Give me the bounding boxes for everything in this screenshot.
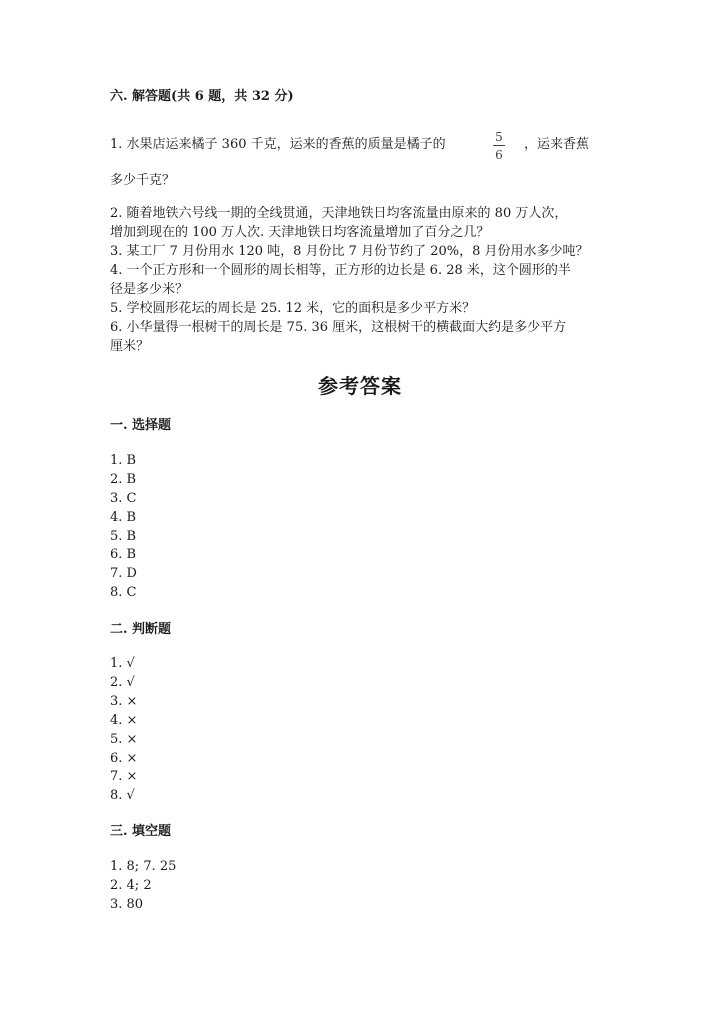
answer-key-title: 参考答案 [318,374,402,398]
question-1-text: 1. 水果店运来橘子 360 千克，运来的香蕉的质量是橘子的 [110,137,446,152]
answer-item: 1. 8; 7. 25 [110,859,177,874]
answer-item: 5. B [110,529,137,544]
question-2-line-1: 2. 随着地铁六号线一期的全线贯通，天津地铁日均客流量由原来的 80 万人次， [110,206,568,221]
answer-item: 2. B [110,472,137,487]
question-4-line-2: 径是多少米？ [110,282,189,297]
question-2-line-2: 增加到现在的 100 万人次. 天津地铁日均客流量增加了百分之几？ [110,225,490,240]
answer-item: 8. √ [110,788,135,803]
answer-item: 1. √ [110,656,135,671]
answer-item: 3. C [110,491,137,506]
answer-item: 8. C [110,585,137,600]
answer-item: 6. B [110,547,137,562]
question-1-continuation: 多少千克？ [110,173,176,188]
answer-item: 4. B [110,510,137,525]
answer-item: 5. × [110,732,138,747]
answer-item: 2. 4; 2 [110,878,152,893]
answer-item: 4. × [110,713,138,728]
answer-item: 3. 80 [110,897,144,912]
answer-item: 3. × [110,694,138,709]
answer-section-3-heading: 三. 填空题 [110,824,172,839]
answer-item: 2. √ [110,675,135,690]
answer-item: 7. D [110,566,137,581]
fraction-bar [493,145,505,146]
question-4-line-1: 4. 一个正方形和一个圆形的周长相等，正方形的边长是 6. 28 米，这个圆形的半 [110,263,571,278]
answer-item: 6. × [110,751,138,766]
section-heading: 六. 解答题(共 6 题，共 32 分) [110,89,294,104]
fraction-numerator: 5 [495,130,503,144]
answer-item: 7. × [110,769,138,784]
question-5: 5. 学校圆形花坛的周长是 25. 12 米，它的面积是多少平方米？ [110,301,476,316]
answer-item: 1. B [110,453,137,468]
answer-section-2-heading: 二. 判断题 [110,622,172,637]
question-1-text-after: ，运来香蕉 [524,137,590,152]
answer-section-1-heading: 一. 选择题 [110,418,172,433]
fraction-denominator: 6 [495,148,503,162]
question-6-line-1: 6. 小华量得一根树干的周长是 75. 36 厘米，这根树干的横截面大约是多少平方 [110,320,567,335]
question-3: 3. 某工厂 7 月份用水 120 吨，8 月份比 7 月份节约了 20%，8 月份用水多少吨？ [110,244,589,259]
fraction-five-sixths [493,130,505,162]
question-6-line-2: 厘米？ [110,339,150,354]
